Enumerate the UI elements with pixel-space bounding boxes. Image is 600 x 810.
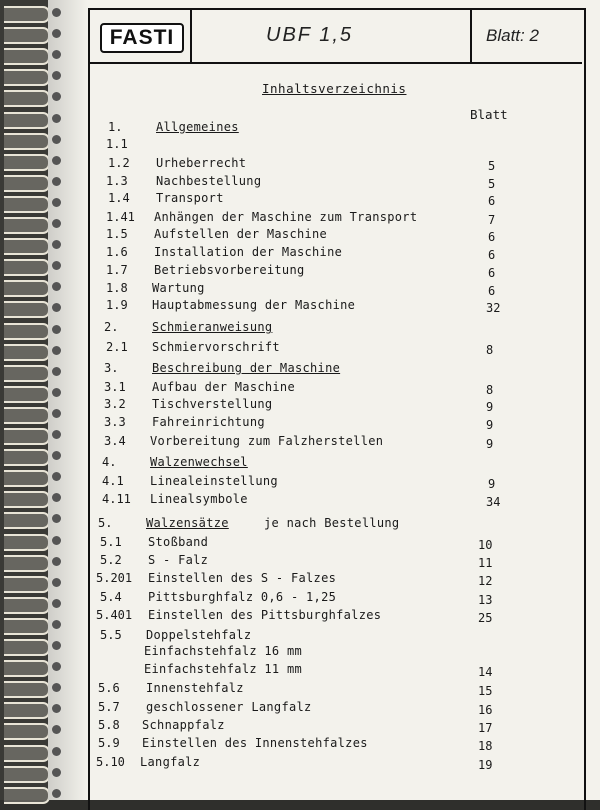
toc-row [0, 340, 600, 358]
section-number: 5.7 [98, 700, 120, 714]
toc-row [0, 755, 600, 773]
section-title: Vorbereitung zum Falzherstellen [150, 434, 384, 448]
section-title: Transport [156, 191, 224, 205]
section-title: Wartung [152, 281, 205, 295]
toc-row [0, 608, 600, 626]
section-title: Pittsburghfalz 0,6 - 1,25 [148, 590, 337, 604]
section-number: 1.1 [106, 137, 128, 151]
title-block [88, 8, 582, 64]
toc-row [0, 535, 600, 553]
page-reference: 12 [478, 574, 493, 588]
page-reference: 19 [478, 758, 493, 772]
section-number: 1.6 [106, 245, 128, 259]
toc-row [0, 210, 600, 228]
toc-row [0, 736, 600, 754]
section-title: Tischverstellung [152, 397, 273, 411]
section-number: 5. [98, 516, 113, 530]
toc-row [0, 434, 600, 452]
page-reference: 7 [488, 213, 496, 227]
toc-row [0, 662, 600, 680]
section-number: 5.10 [96, 755, 125, 769]
section-number: 3.3 [104, 415, 126, 429]
page-reference: 17 [478, 721, 493, 735]
toc-row [0, 474, 600, 492]
section-number: 5.1 [100, 535, 122, 549]
page-reference: 13 [478, 593, 493, 607]
toc-row [0, 191, 600, 209]
toc-row [0, 718, 600, 736]
page-reference: 25 [478, 611, 493, 625]
section-title: Hauptabmessung der Maschine [152, 298, 356, 312]
page-reference: 6 [488, 194, 496, 208]
section-number: 4.11 [102, 492, 131, 506]
page-title: Inhaltsverzeichnis [262, 81, 407, 96]
punch-hole [52, 789, 61, 798]
toc-row [0, 174, 600, 192]
section-number: 4.1 [102, 474, 124, 488]
section-title: Stoßband [148, 535, 209, 549]
section-number: 5.2 [100, 553, 122, 567]
toc-row [0, 120, 600, 138]
punch-hole [52, 50, 61, 59]
page-reference: 6 [488, 266, 496, 280]
section-title: Linealeinstellung [150, 474, 278, 488]
page-reference: 8 [486, 343, 494, 357]
section-number: 3.4 [104, 434, 126, 448]
page-reference: 9 [486, 437, 494, 451]
toc-row [0, 571, 600, 589]
toc-row [0, 245, 600, 263]
section-title: Einfachstehfalz 11 mm [144, 662, 303, 676]
section-number: 3. [104, 361, 119, 375]
section-number: 5.201 [96, 571, 133, 585]
toc-row [0, 590, 600, 608]
section-number: 3.1 [104, 380, 126, 394]
punch-hole [52, 71, 61, 80]
section-number: 1.4 [108, 191, 130, 205]
section-number: 1. [108, 120, 123, 134]
page-reference: 9 [486, 400, 494, 414]
toc-row [0, 700, 600, 718]
section-title: Schmieranweisung [152, 320, 273, 334]
page-reference: 11 [478, 556, 493, 570]
section-number: 5.4 [100, 590, 122, 604]
toc-row [0, 397, 600, 415]
page-reference: 15 [478, 684, 493, 698]
section-number: 1.41 [106, 210, 135, 224]
page-reference: 6 [488, 284, 496, 298]
toc-row [0, 361, 600, 379]
section-title: Linealsymbole [150, 492, 248, 506]
section-title: S - Falz [148, 553, 209, 567]
section-title: Urheberrecht [156, 156, 247, 170]
binding-ring [4, 48, 50, 65]
page-reference: 32 [486, 301, 501, 315]
toc-row [0, 263, 600, 281]
page-reference: 14 [478, 665, 493, 679]
sheet-cell [470, 8, 582, 64]
page-reference: 16 [478, 703, 493, 717]
section-title: Anhängen der Maschine zum Transport [154, 210, 418, 224]
section-number: 1.3 [106, 174, 128, 188]
section-number: 5.5 [100, 628, 122, 642]
section-title: Langfalz [140, 755, 201, 769]
section-number: 5.401 [96, 608, 133, 622]
section-number: 5.9 [98, 736, 120, 750]
section-title: Betriebsvorbereitung [154, 263, 305, 277]
logo-text: FASTI [109, 26, 175, 49]
section-number: 2.1 [106, 340, 128, 354]
section-title: Einstellen des Pittsburghfalzes [148, 608, 382, 622]
toc-row [0, 227, 600, 245]
page-reference: 9 [488, 477, 496, 491]
section-number: 1.9 [106, 298, 128, 312]
binding-ring [4, 787, 50, 804]
page-reference: 5 [488, 177, 496, 191]
logo-cell [88, 8, 192, 64]
section-number: 1.5 [106, 227, 128, 241]
page-column-header: Blatt [470, 107, 508, 122]
section-number: 3.2 [104, 397, 126, 411]
section-title: Fahreinrichtung [152, 415, 265, 429]
toc-row [0, 415, 600, 433]
toc-row [0, 380, 600, 398]
section-number: 2. [104, 320, 119, 334]
toc-row [0, 320, 600, 338]
section-number: 5.6 [98, 681, 120, 695]
section-title: Schmiervorschrift [152, 340, 280, 354]
section-title: Aufbau der Maschine [152, 380, 295, 394]
binding-ring [4, 69, 50, 86]
toc-row [0, 281, 600, 299]
section-title: Installation der Maschine [154, 245, 343, 259]
section-title: Einstellen des Innenstehfalzes [142, 736, 368, 750]
section-title: geschlossener Langfalz [146, 700, 312, 714]
toc-row [0, 516, 600, 534]
section-title: Allgemeines [156, 120, 239, 134]
punch-hole [52, 92, 61, 101]
toc-row [0, 298, 600, 316]
binding-ring [4, 27, 50, 44]
sheet-number: Blatt: 2 [486, 26, 539, 45]
toc-row [0, 553, 600, 571]
section-title: Beschreibung der Maschine [152, 361, 341, 375]
section-number: 4. [102, 455, 117, 469]
section-title: Innenstehfalz [146, 681, 244, 695]
page-reference: 18 [478, 739, 493, 753]
binding-ring [4, 90, 50, 107]
model-designation: UBF 1,5 [266, 24, 353, 46]
page-reference: 9 [486, 418, 494, 432]
section-title: Einstellen des S - Falzes [148, 571, 337, 585]
punch-hole [52, 29, 61, 38]
page-reference: 34 [486, 495, 501, 509]
section-title: Doppelstehfalz [146, 628, 252, 642]
toc-row [0, 455, 600, 473]
section-title: Nachbestellung [156, 174, 262, 188]
page-reference: 8 [486, 383, 494, 397]
toc-row [0, 492, 600, 510]
fasti-logo [100, 23, 184, 53]
section-number: 1.2 [108, 156, 130, 170]
toc-row [0, 156, 600, 174]
section-title: Aufstellen der Maschine [154, 227, 328, 241]
section-note: je nach Bestellung [264, 516, 400, 530]
page-reference: 5 [488, 159, 496, 173]
toc-row [0, 681, 600, 699]
section-number: 1.7 [106, 263, 128, 277]
section-title: Walzensätze [146, 516, 229, 530]
page-reference: 6 [488, 248, 496, 262]
page-reference: 10 [478, 538, 493, 552]
toc-row [0, 644, 600, 662]
punch-hole [52, 8, 61, 17]
page-reference: 6 [488, 230, 496, 244]
section-title: Walzenwechsel [150, 455, 248, 469]
section-number: 1.8 [106, 281, 128, 295]
section-number: 5.8 [98, 718, 120, 732]
toc-row [0, 137, 600, 155]
section-title: Schnappfalz [142, 718, 225, 732]
binding-ring [4, 6, 50, 23]
section-title: Einfachstehfalz 16 mm [144, 644, 303, 658]
